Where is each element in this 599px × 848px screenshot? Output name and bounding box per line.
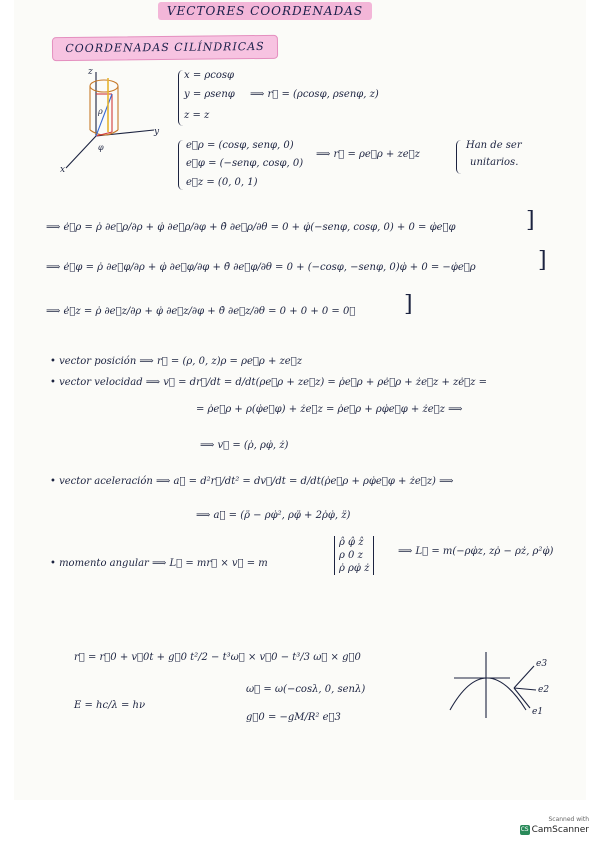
eq-e-z: e⃗z = (0, 0, 1) [186, 177, 258, 188]
eq-velocity-2: = ρ̇e⃗ρ + ρ(φ̇e⃗φ) + że⃗z = ρ̇e⃗ρ + ρφ̇e⃗φ + że⃗z ⟹ [196, 404, 463, 415]
note-brace [456, 140, 461, 174]
eq-angular-momentum: • momento angular ⟹ L⃗ = mr⃗ × v⃗ = m [50, 558, 268, 569]
eq-derivative-e-z: ⟹ ė⃗z = ρ̇ ∂e⃗z/∂ρ + φ̇ ∂e⃗z/∂φ + θ̇ ∂e⃗z/∂θ = 0 + 0 + 0 = 0⃗ [46, 306, 356, 317]
rho-label: ρ [98, 107, 103, 116]
eq-position: • vector posición ⟹ r⃗ = (ρ, 0, z)ρ = ρe⃗ρ + ze⃗z [50, 356, 302, 367]
brace-transform [178, 70, 183, 126]
eq-velocity-1: • vector velocidad ⟹ v⃗ = dr⃗/dt = d/dt(ρe⃗ρ + ze⃗z) = ρ̇e⃗ρ + ρė⃗ρ + że⃗z + zė⃗z = [50, 377, 488, 388]
camscanner-watermark [519, 816, 589, 840]
determinant [334, 536, 374, 575]
eq-derivative-e-rho: ⟹ ė⃗ρ = ρ̇ ∂e⃗ρ/∂ρ + φ̇ ∂e⃗ρ/∂φ + θ̇ ∂e⃗ρ/∂θ = 0 + φ̇(−senφ, cosφ, 0) + 0 = φ̇e⃗φ [46, 222, 456, 233]
cylinder-diagram [58, 64, 168, 176]
cylinder-top [90, 80, 118, 92]
determinant-row-3: ρ̇ ρφ̇ ż [339, 563, 370, 574]
eq-trajectory: r⃗ = r⃗0 + v⃗0t + g⃗0 t²/2 − t³ω⃗ × v⃗0 − t³/3 ω⃗ × g⃗0 [74, 652, 361, 663]
eq-derivative-e-phi: ⟹ ė⃗φ = ρ̇ ∂e⃗φ/∂ρ + φ̇ ∂e⃗φ/∂φ + θ̇ ∂e⃗φ/∂θ = 0 + (−cosφ, −senφ, 0)φ̇ + 0 = −φ̇e⃗ρ [46, 262, 476, 273]
e1-vector [514, 688, 530, 708]
phi-label: φ [98, 143, 104, 152]
bracket-d3: ] [404, 292, 413, 317]
eq-g0: g⃗0 = −gM/R² e⃗3 [246, 712, 341, 723]
note-line-2: unitarios. [470, 157, 519, 168]
bracket-d1: ] [526, 208, 535, 233]
eq-angular-result: ⟹ L⃗ = m(−ρφ̇z, zρ̇ − ρż, ρ²φ̇) [398, 546, 554, 557]
eq-z: z = z [184, 110, 210, 121]
eq-e-phi: e⃗φ = (−senφ, cosφ, 0) [186, 158, 304, 169]
eq-r-unit: ⟹ r⃗ = ρe⃗ρ + ze⃗z [316, 149, 420, 160]
eq-acceleration-1: • vector aceleración ⟹ a⃗ = d²r⃗/dt² = dv⃗/dt = d/dt(ρ̇e⃗ρ + ρφ̇e⃗φ + że⃗z) ⟹ [50, 476, 454, 487]
eq-omega: ω⃗ = ω(−cosλ, 0, senλ) [246, 684, 366, 695]
e1-label: e1 [532, 707, 544, 717]
eq-velocity-3: ⟹ v⃗ = (ρ̇, ρφ̇, ż) [200, 440, 289, 451]
z-axis-label: z [88, 67, 93, 77]
y-axis-label: y [154, 127, 160, 137]
e3-vector [514, 666, 534, 688]
eq-photon-energy: E = hc/λ = hν [74, 700, 146, 711]
x-axis [66, 136, 96, 168]
brace-unit-vectors [178, 140, 183, 190]
eq-y: y = ρsenφ [184, 89, 235, 100]
note-line-1: Han de ser [466, 140, 522, 151]
page-title: VECTORES COORDENADAS [158, 2, 372, 20]
camscanner-brand: CamScanner [531, 825, 589, 835]
x-axis-label: x [60, 165, 66, 175]
eq-x: x = ρcosφ [184, 70, 235, 81]
eq-e-rho: e⃗ρ = (cosφ, senφ, 0) [186, 140, 294, 151]
camscanner-logo-icon: CS [520, 825, 529, 833]
eq-acceleration-2: ⟹ a⃗ = (ρ̈ − ρφ̇², ρφ̈ + 2ρ̇φ̇, z̈) [196, 510, 351, 521]
section-title: COORDENADAS CILÍNDRICAS [52, 35, 278, 61]
e2-label: e2 [538, 685, 550, 695]
basis-sketch [446, 650, 556, 720]
determinant-row-2: ρ 0 z [339, 550, 363, 561]
e2-vector [514, 688, 536, 690]
eq-r-components: ⟹ r⃗ = (ρcosφ, ρsenφ, z) [250, 89, 379, 100]
e3-label: e3 [536, 659, 548, 669]
bracket-d2: ] [538, 248, 547, 273]
determinant-row-1: ρ̂ φ̂ ẑ [339, 537, 364, 548]
scanned-with-text: Scanned with [548, 816, 589, 823]
